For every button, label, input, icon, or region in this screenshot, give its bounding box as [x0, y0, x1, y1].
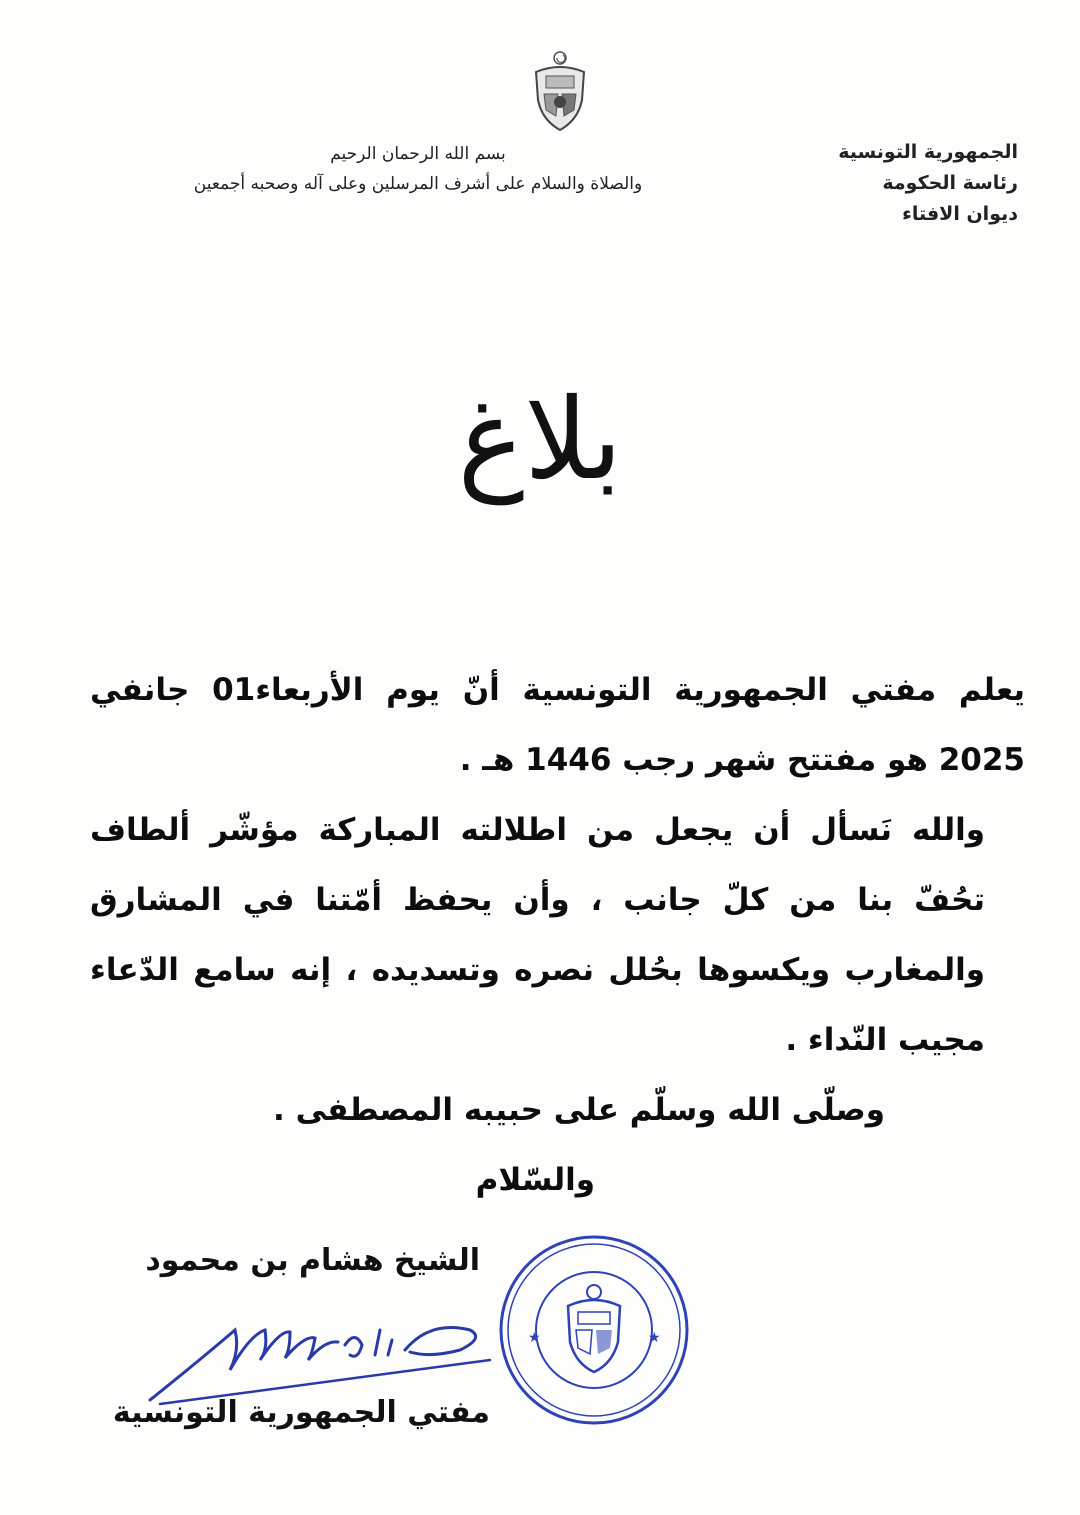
signature-icon [140, 1300, 510, 1410]
signatory-role: مفتي الجمهورية التونسية [112, 1395, 490, 1430]
basmala-header [118, 139, 718, 199]
svg-text:★: ★ [648, 1330, 661, 1346]
announcement-body [90, 655, 1025, 1215]
document-title: بلاغ [457, 375, 623, 505]
tunisia-coat-of-arms-icon [528, 50, 592, 132]
closing-line: والسّلام [475, 1162, 595, 1198]
country-name: الجمهورية التونسية [838, 141, 1018, 163]
prayer-paragraph: والله نَسأل أن يجعل من اطلالته المباركة مؤشّر ألطاف تحُفّ بنا من كلّ جانب ، وأن يحفظ أمّتنا في المشارق والمغارب ويكسوها بحُلل نصره وتسديده ، إنه سامع الدّعاء مجيب النّداء . [90, 812, 985, 1058]
institution-header [698, 137, 1018, 230]
government-presidency: رئاسة الحكومة [882, 172, 1018, 194]
signatory-name: الشيخ هشام بن محمود [145, 1243, 480, 1278]
announcement-paragraph: يعلم مفتي الجمهورية التونسية أنّ يوم الأربعاء01 جانفي 2025 هو مفتتح شهر رجب 1446 هـ . [90, 672, 1026, 778]
official-seal-icon [496, 1232, 692, 1428]
svg-text:★: ★ [528, 1330, 541, 1346]
salutation-line: والصلاة والسلام على أشرف المرسلين وعلى آله وصحبه أجمعين [193, 174, 643, 194]
blessing-line: وصلّى الله وسلّم على حبيبه المصطفى . [273, 1092, 885, 1128]
basmala-line: بسم الله الرحمان الرحيم [330, 144, 506, 164]
fatwa-office: ديوان الافتاء [902, 203, 1018, 225]
